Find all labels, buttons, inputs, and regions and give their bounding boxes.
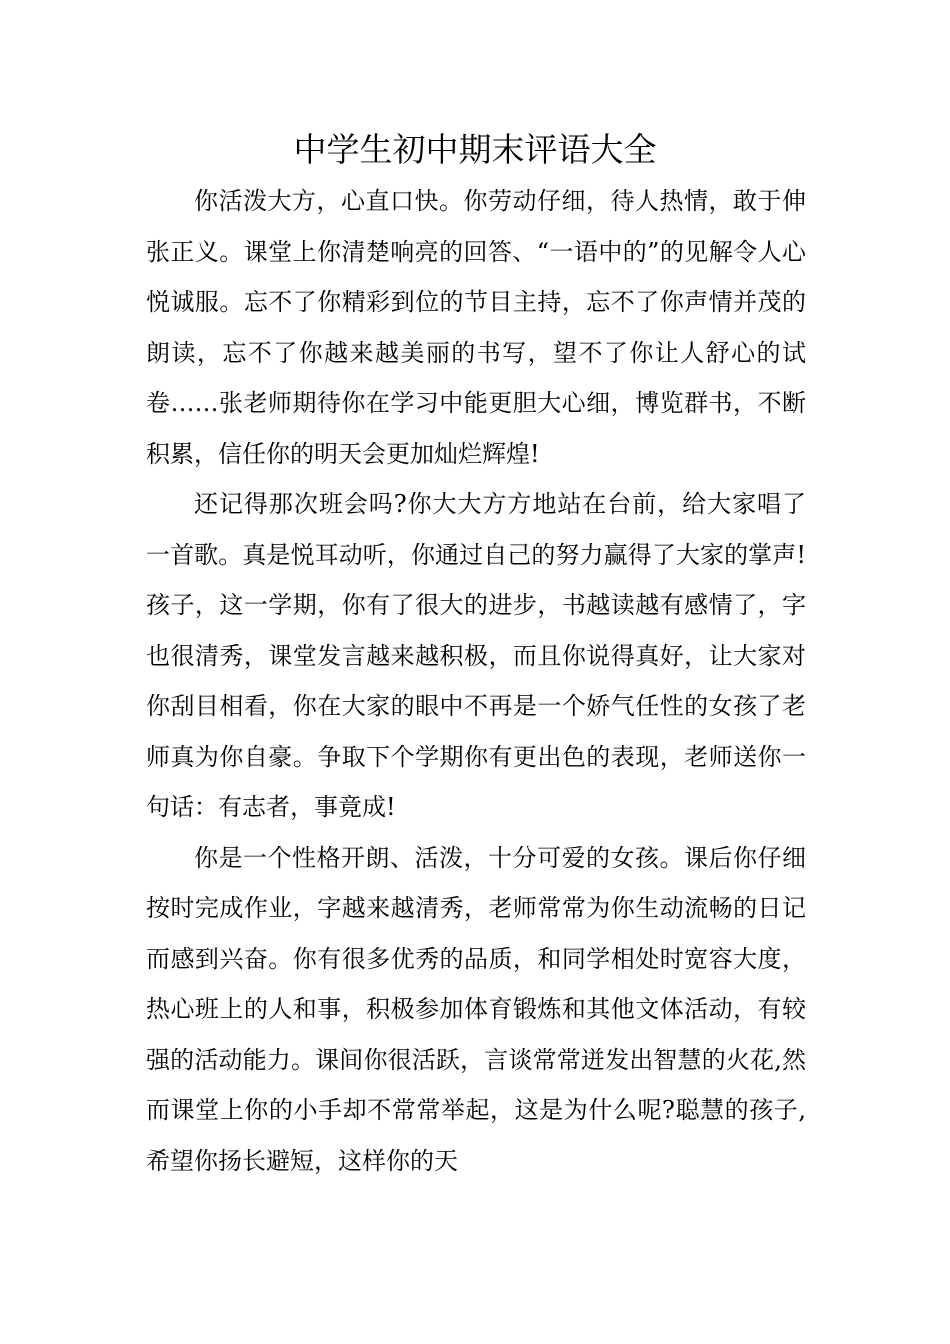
- paragraph-3: 你是一个性格开朗、活泼，十分可爱的女孩。课后你仔细按时完成作业，字越来越清秀，老师常常为你生动流畅的日记而感到兴奋。你有很多优秀的品质，和同学相处时宽容大度，热心班上的人和事，积极参加体育锻炼和其他文体活动，有较强的活动能力。课间你很活跃，言谈常常迸发出智慧的火花,然而课堂上你的小手却不常常举起，这是为什么呢?聪慧的孩子,希望你扬长避短，这样你的天: [146, 843, 806, 1175]
- paragraph-2: 还记得那次班会吗?你大大方方地站在台前，给大家唱了一首歌。真是悦耳动听，你通过自己的努力赢得了大家的掌声!孩子，这一学期，你有了很大的进步，书越读越有感情了，字也很清秀，课堂发言越来越积极，而且你说得真好，让大家对你刮目相看，你在大家的眼中不再是一个娇气任性的女孩了老师真为你自豪。争取下个学期你有更出色的表现，老师送你一句话：有志者，事竟成!: [146, 490, 806, 821]
- paragraph-1: 你活泼大方，心直口快。你劳动仔细，待人热情，敢于伸张正义。课堂上你清楚响亮的回答、“一语中的”的见解令人心悦诚服。忘不了你精彩到位的节目主持，忘不了你声情并茂的朗读，忘不了你越来越美丽的书写，望不了你让人舒心的试卷……张老师期待你在学习中能更胆大心细，博览群书，不断积累，信任你的明天会更加灿烂辉煌!: [146, 187, 806, 468]
- document-body: [146, 176, 806, 1186]
- document-title: 中学生初中期末评语大全: [293, 130, 657, 169]
